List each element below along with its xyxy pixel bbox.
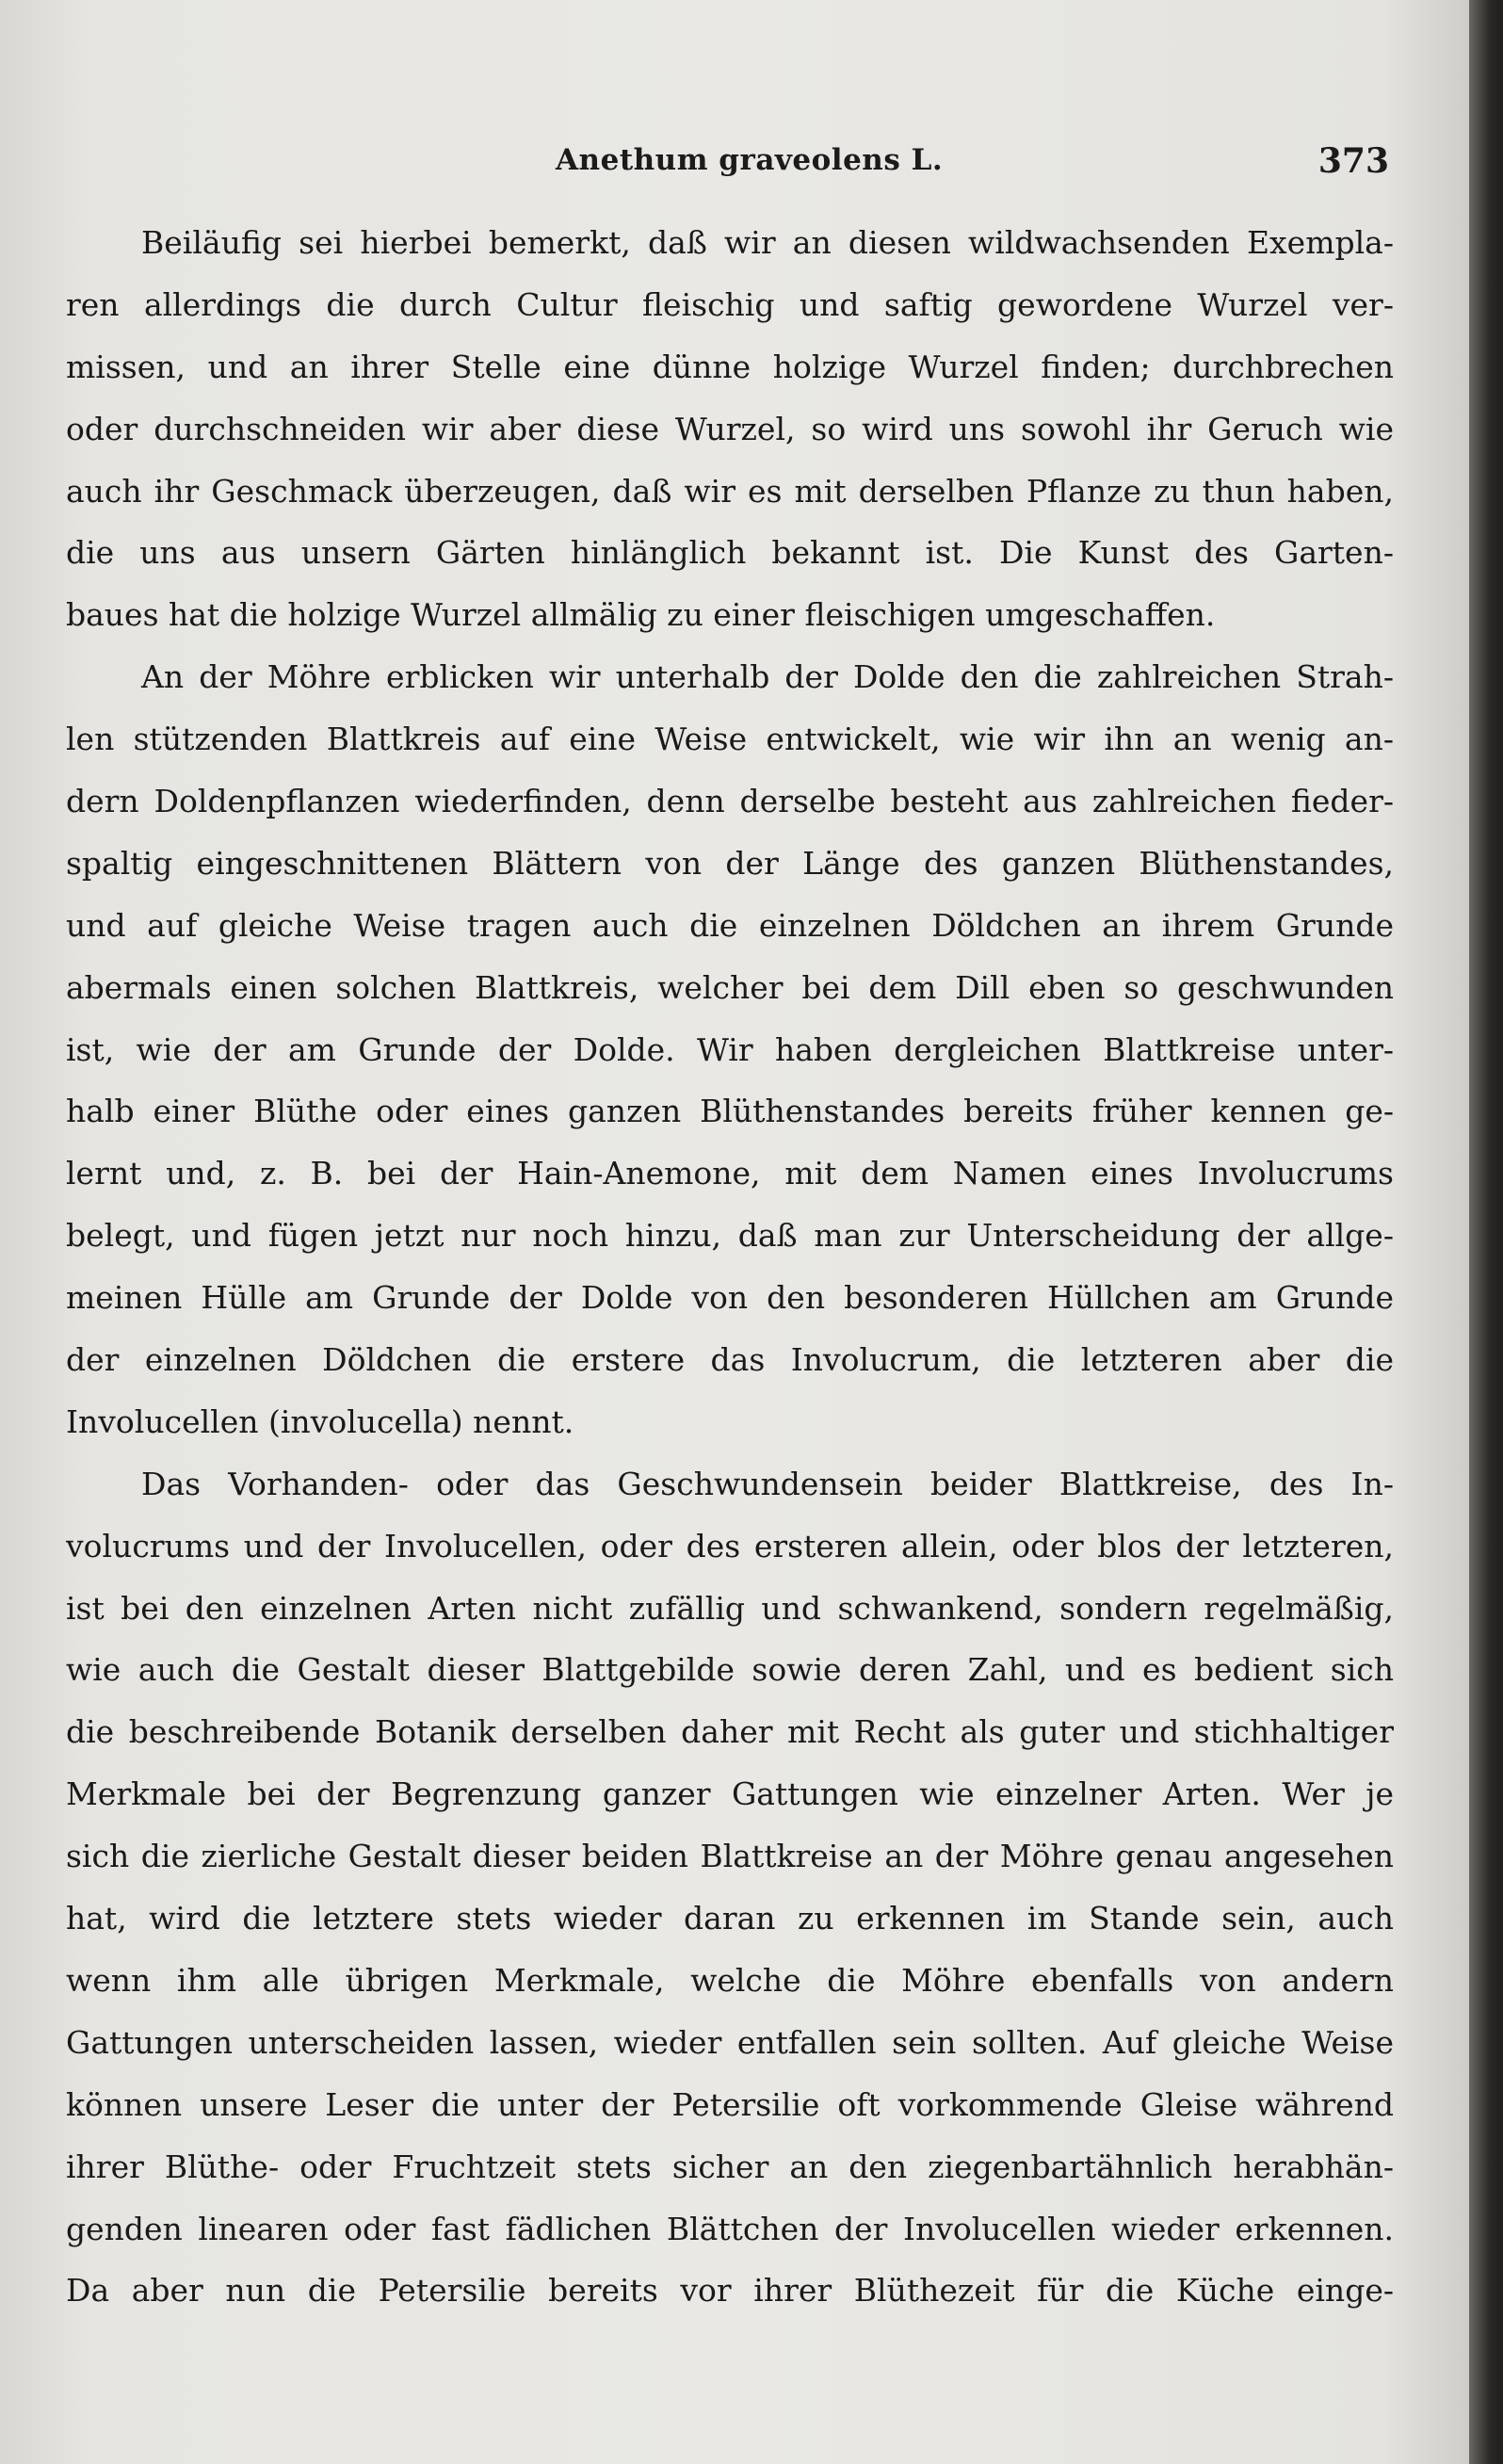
text-line: halb einer Blüthe oder eines ganzen Blüthenstandes bereits früher kennen ge- xyxy=(66,1093,1394,1130)
text-line: oder durchschneiden wir aber diese Wurzel, so wird uns sowohl ihr Geruch wie xyxy=(66,410,1394,447)
text-line: hat, wird die letztere stets wieder daran zu erkennen im Stande sein, auch xyxy=(66,1900,1394,1937)
text-line: abermals einen solchen Blattkreis, welcher bei dem Dill eben so geschwunden xyxy=(66,968,1394,1006)
text-line: wenn ihm alle übrigen Merkmale, welche die Möhre ebenfalls von andern xyxy=(66,1961,1394,1999)
text-line: Gattungen unterscheiden lassen, wieder entfallen sein sollten. Auf gleiche Weise xyxy=(66,2023,1394,2061)
text-line: auch ihr Geschmack überzeugen, daß wir es mit derselben Pflanze zu thun haben, xyxy=(66,472,1394,510)
text-line: spaltig eingeschnittenen Blättern von der Länge des ganzen Blüthenstandes, xyxy=(66,844,1394,882)
text-line: ist, wie der am Grunde der Dolde. Wir haben dergleichen Blattkreise unter- xyxy=(66,1030,1394,1068)
text-line: Das Vorhanden- oder das Geschwundensein beider Blattkreise, des In- xyxy=(141,1465,1394,1502)
text-line: belegt, und fügen jetzt nur noch hinzu, daß man zur Unterscheidung der allge- xyxy=(66,1217,1394,1255)
page-edge-shadow xyxy=(1469,0,1503,2464)
running-title: Anethum graveolens L. xyxy=(556,143,944,177)
text-line: meinen Hülle am Grunde der Dolde von den besonderen Hüllchen am Grunde xyxy=(66,1279,1394,1317)
text-line: ist bei den einzelnen Arten nicht zufällig und schwankend, sondern regelmäßig, xyxy=(66,1589,1394,1627)
text-line: missen, und an ihrer Stelle eine dünne holzige Wurzel finden; durchbrechen xyxy=(66,348,1394,385)
text-line: ihrer Blüthe- oder Fruchtzeit stets sicher an den ziegenbartähnlich herabhän- xyxy=(66,2148,1394,2185)
text-line: Beiläufig sei hierbei bemerkt, daß wir an diesen wildwachsenden Exempla- xyxy=(141,224,1394,261)
text-line: An der Möhre erblicken wir unterhalb der Dolde den die zahlreichen Strah- xyxy=(141,658,1394,696)
text-line: Merkmale bei der Begrenzung ganzer Gattungen wie einzelner Arten. Wer je xyxy=(66,1775,1394,1813)
text-line: sich die zierliche Gestalt dieser beiden Blattkreise an der Möhre genau angesehen xyxy=(66,1838,1394,1875)
text-line: genden linearen oder fast fädlichen Blättchen der Involucellen wieder erkennen. xyxy=(66,2210,1394,2247)
text-line: Involucellen (involucella) nennt. xyxy=(66,1402,574,1440)
text-line: ren allerdings die durch Cultur fleischig und saftig gewordene Wurzel ver- xyxy=(66,285,1394,323)
body-text xyxy=(66,212,1394,2322)
text-line: der einzelnen Döldchen die erstere das Involucrum, die letzteren aber die xyxy=(66,1341,1394,1379)
text-line: wie auch die Gestalt dieser Blattgebilde sowie deren Zahl, und es bedient sich xyxy=(66,1651,1394,1689)
text-line: die uns aus unsern Gärten hinlänglich bekannt ist. Die Kunst des Garten- xyxy=(66,534,1394,572)
page-header xyxy=(66,139,1389,196)
text-line: und auf gleiche Weise tragen auch die einzelnen Döldchen an ihrem Grunde xyxy=(66,906,1394,944)
text-line: len stützenden Blattkreis auf eine Weise entwickelt, wie wir ihn an wenig an- xyxy=(66,721,1394,758)
text-line: lernt und, z. B. bei der Hain-Anemone, mit dem Namen eines Involucrums xyxy=(66,1155,1394,1192)
text-line: baues hat die holzige Wurzel allmälig zu einer fleischigen umgeschaffen. xyxy=(66,596,1216,634)
text-line: dern Doldenpflanzen wiederfinden, denn derselbe besteht aus zahlreichen fieder- xyxy=(66,783,1394,820)
text-line: volucrums und der Involucellen, oder des ersteren allein, oder blos der letzteren, xyxy=(66,1527,1394,1564)
text-line: die beschreibende Botanik derselben daher mit Recht als guter und stichhaltiger xyxy=(66,1713,1394,1751)
text-line: können unsere Leser die unter der Petersilie oft vorkommende Gleise während xyxy=(66,2085,1394,2123)
page-number: 373 xyxy=(1317,141,1389,181)
text-line: Da aber nun die Petersilie bereits vor ihrer Blüthezeit für die Küche einge- xyxy=(66,2272,1394,2310)
